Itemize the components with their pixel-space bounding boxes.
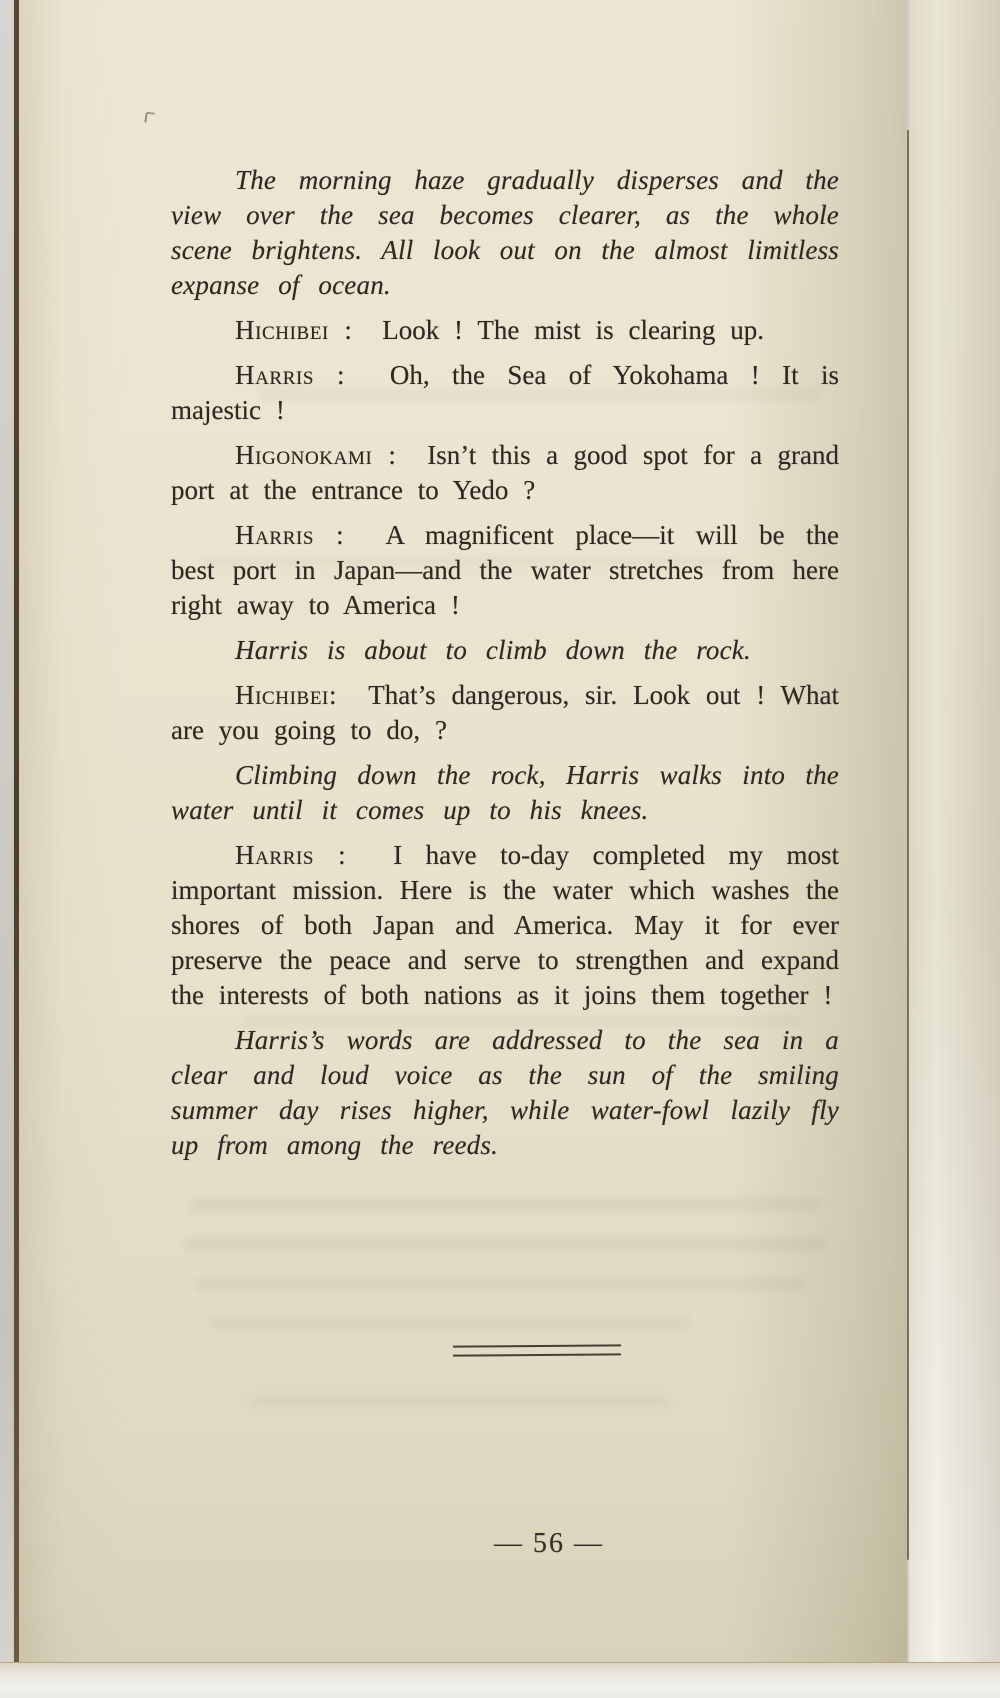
speech-paragraph — [171, 518, 839, 623]
book-page — [19, 0, 907, 1662]
speech-paragraph — [171, 838, 839, 1013]
speech-text: Oh, the Sea of Yokohama ! It is majestic ! — [171, 360, 839, 425]
page-number: — 56 — — [494, 1528, 604, 1559]
stage-direction-text: Climbing down the rock, Harris walks into the water until it comes up to his knees. — [171, 760, 839, 825]
speech-text: I have to-day completed my most important mission. Here is the water which washes the shores of both Japan and America. May it for ever preserve the peace and serve to strengthen and expand the interests of both nations as it joins them together ! — [171, 840, 840, 1010]
bottom-page-edges — [0, 1662, 1000, 1698]
speaker-name: Harris : — [235, 520, 345, 550]
stage-direction-text: The morning haze gradually disperses and the view over the sea becomes clearer, as the whole scene brightens. All look out on the almost limitless expanse of ocean. — [171, 165, 839, 300]
speech-paragraph — [171, 438, 839, 508]
page-text — [171, 163, 839, 1173]
speech-paragraph — [171, 313, 839, 348]
speech-text: Look ! The mist is clearing up. — [382, 315, 765, 345]
stray-print-mark — [144, 111, 154, 123]
speech-text: Isn’t this a good spot for a grand port at the entrance to Yedo ? — [171, 440, 839, 505]
speaker-name: Harris : — [235, 360, 346, 390]
stage-direction — [171, 1023, 839, 1163]
next-page-edge-strip — [909, 0, 1000, 1662]
stage-direction-text: Harris is about to climb down the rock. — [235, 635, 751, 665]
speech-paragraph — [171, 678, 839, 748]
outer-page-edge-strip — [0, 0, 14, 1662]
stage-direction — [171, 163, 839, 303]
speaker-name: Higonokami : — [235, 440, 397, 470]
speech-text: That’s dangerous, sir. Look out ! What are you going to do, ? — [171, 680, 839, 745]
stage-direction — [171, 633, 839, 668]
stage-direction — [171, 758, 839, 828]
speech-paragraph — [171, 358, 839, 428]
speech-text: A magnificent place—it will be the best port in Japan—and the water stretches from here right away to America ! — [171, 520, 839, 620]
speaker-name: Hichibei : — [235, 315, 353, 345]
scene-end-double-rule — [453, 1344, 621, 1356]
speaker-name: Hichibei: — [235, 680, 338, 710]
speaker-name: Harris : — [235, 840, 347, 870]
stage-direction-text: Harris’s words are addressed to the sea in a clear and loud voice as the sun of the smiling summer day rises higher, while water-fowl lazily fly up from among the reeds. — [171, 1025, 839, 1160]
